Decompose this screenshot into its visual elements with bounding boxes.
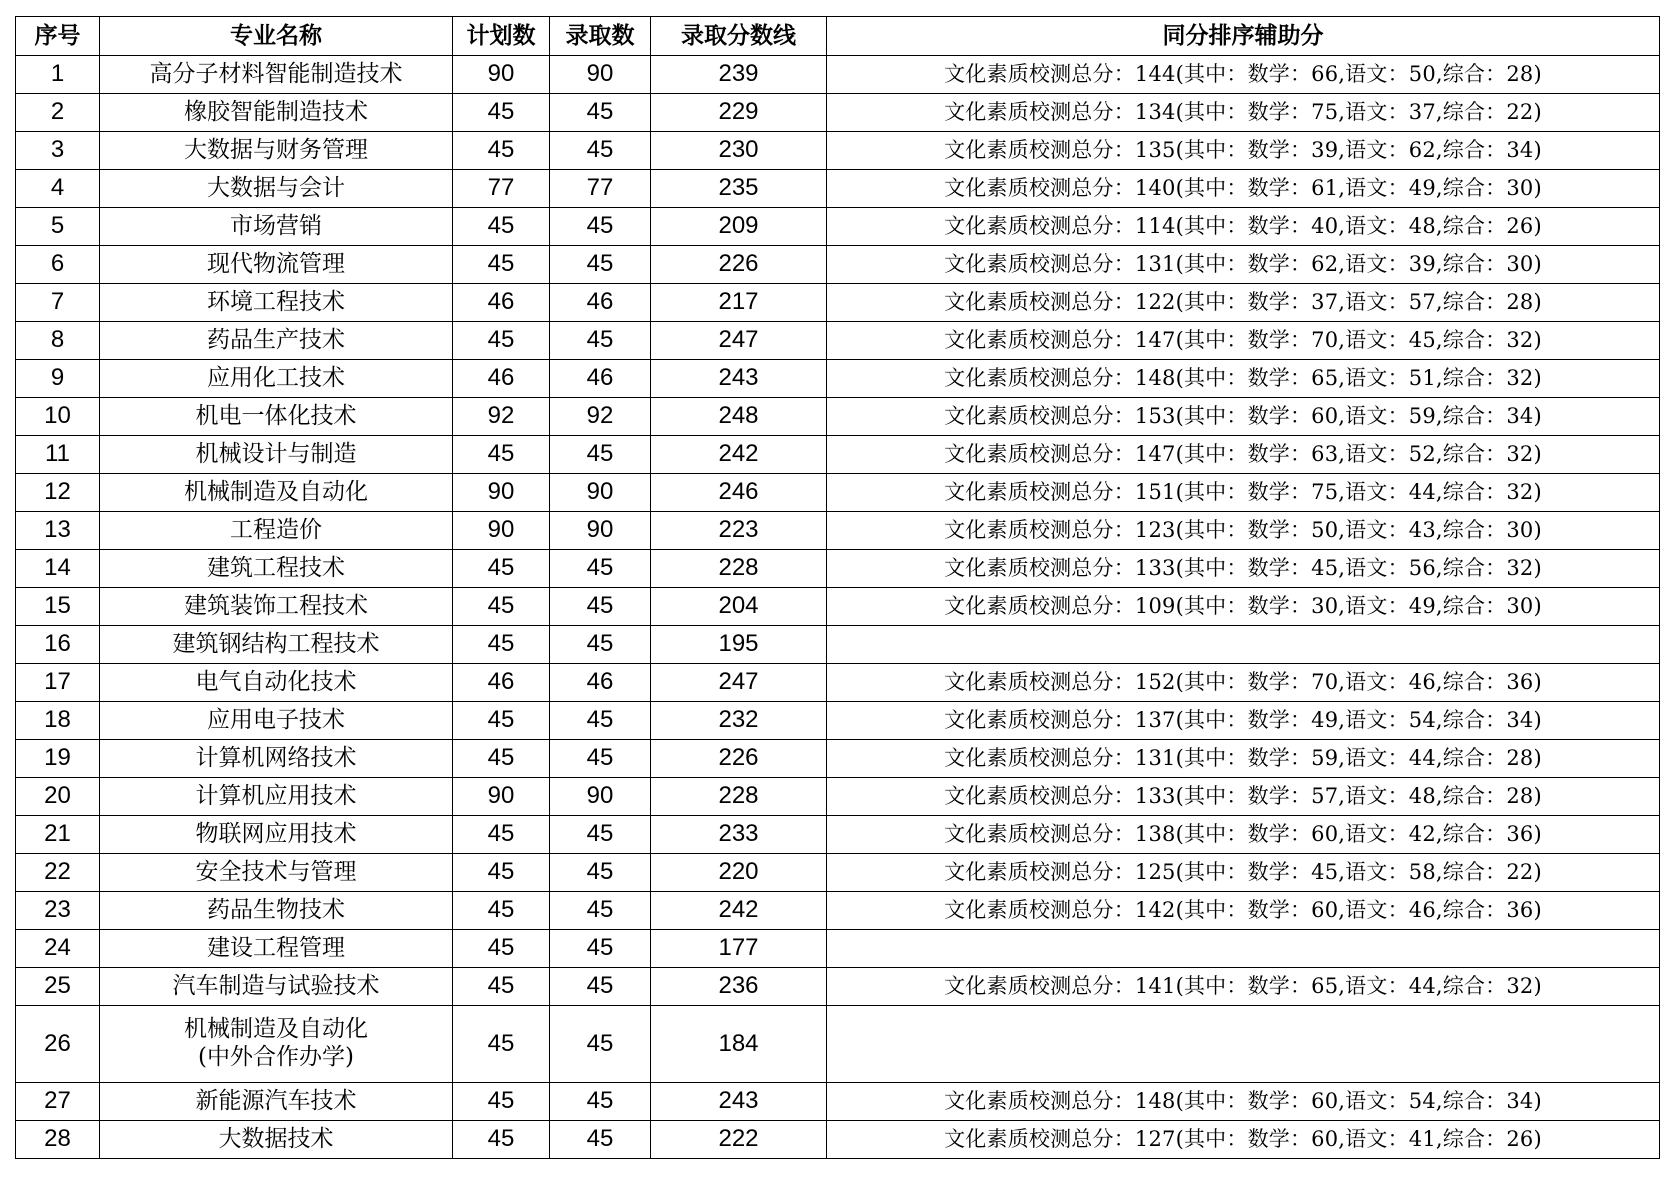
table-body (16, 56, 1660, 1159)
cutoff-score: 243 (651, 360, 827, 398)
cutoff-score: 204 (651, 588, 827, 626)
row-index: 1 (16, 56, 100, 94)
table-row (16, 170, 1660, 208)
table-row (16, 474, 1660, 512)
plan-count: 45 (453, 208, 550, 246)
admitted-count: 46 (550, 664, 651, 702)
table-row (16, 740, 1660, 778)
row-index: 11 (16, 436, 100, 474)
plan-count: 45 (453, 1006, 550, 1083)
row-index: 24 (16, 930, 100, 968)
row-index: 15 (16, 588, 100, 626)
major-name-line: 应用电子技术 (207, 706, 345, 733)
cutoff-score: 233 (651, 816, 827, 854)
row-index: 14 (16, 550, 100, 588)
tiebreak-score: 文化素质校测总分：138(其中：数学：60,语文：42,综合：36) (827, 816, 1660, 854)
major-name (100, 892, 453, 930)
row-index: 12 (16, 474, 100, 512)
major-name-line: 橡胶智能制造技术 (184, 98, 368, 125)
tiebreak-score: 文化素质校测总分：114(其中：数学：40,语文：48,综合：26) (827, 208, 1660, 246)
table-row (16, 322, 1660, 360)
row-index: 2 (16, 94, 100, 132)
cutoff-score: 229 (651, 94, 827, 132)
table-row (16, 1121, 1660, 1159)
table-row (16, 436, 1660, 474)
header-tiebreak: 同分排序辅助分 (827, 17, 1660, 56)
cutoff-score: 248 (651, 398, 827, 436)
admitted-count: 45 (550, 1006, 651, 1083)
plan-count: 46 (453, 360, 550, 398)
table-row (16, 284, 1660, 322)
tiebreak-score: 文化素质校测总分：122(其中：数学：37,语文：57,综合：28) (827, 284, 1660, 322)
row-index: 4 (16, 170, 100, 208)
major-name-line: 机械制造及自动化 (184, 1016, 368, 1043)
cutoff-score: 242 (651, 892, 827, 930)
cutoff-score: 246 (651, 474, 827, 512)
major-name-line: 计算机网络技术 (195, 744, 357, 771)
row-index: 3 (16, 132, 100, 170)
cutoff-score: 236 (651, 968, 827, 1006)
cutoff-score: 235 (651, 170, 827, 208)
admission-score-table (15, 16, 1660, 1159)
major-name-line: 机械制造及自动化 (184, 478, 368, 505)
major-name-line: 电气自动化技术 (195, 668, 357, 695)
major-name-line: 计算机应用技术 (195, 782, 357, 809)
admitted-count: 45 (550, 930, 651, 968)
major-name-line: 工程造价 (230, 516, 322, 543)
major-name (100, 398, 453, 436)
admitted-count: 90 (550, 778, 651, 816)
plan-count: 45 (453, 588, 550, 626)
tiebreak-score: 文化素质校测总分：135(其中：数学：39,语文：62,综合：34) (827, 132, 1660, 170)
row-index: 13 (16, 512, 100, 550)
plan-count: 90 (453, 474, 550, 512)
tiebreak-score: 文化素质校测总分：142(其中：数学：60,语文：46,综合：36) (827, 892, 1660, 930)
cutoff-score: 230 (651, 132, 827, 170)
major-name-line: 建筑装饰工程技术 (184, 592, 368, 619)
admitted-count: 45 (550, 740, 651, 778)
row-index: 28 (16, 1121, 100, 1159)
major-name-line: 机电一体化技术 (195, 402, 357, 429)
row-index: 23 (16, 892, 100, 930)
table-row (16, 626, 1660, 664)
major-name-line: 药品生物技术 (207, 896, 345, 923)
admitted-count: 45 (550, 892, 651, 930)
plan-count: 45 (453, 930, 550, 968)
admitted-count: 45 (550, 968, 651, 1006)
header-major: 专业名称 (100, 17, 453, 56)
admitted-count: 46 (550, 284, 651, 322)
major-name (100, 854, 453, 892)
admitted-count: 45 (550, 588, 651, 626)
header-row (16, 17, 1660, 56)
row-index: 20 (16, 778, 100, 816)
plan-count: 45 (453, 322, 550, 360)
major-name (100, 1121, 453, 1159)
row-index: 27 (16, 1083, 100, 1121)
cutoff-score: 228 (651, 778, 827, 816)
major-name (100, 246, 453, 284)
admitted-count: 45 (550, 1083, 651, 1121)
table-row (16, 132, 1660, 170)
major-name-line: 药品生产技术 (207, 326, 345, 353)
cutoff-score: 222 (651, 1121, 827, 1159)
admitted-count: 45 (550, 626, 651, 664)
cutoff-score: 239 (651, 56, 827, 94)
plan-count: 45 (453, 550, 550, 588)
major-name (100, 816, 453, 854)
admitted-count: 90 (550, 56, 651, 94)
row-index: 9 (16, 360, 100, 398)
major-name-line: 建筑工程技术 (207, 554, 345, 581)
cutoff-score: 228 (651, 550, 827, 588)
table-row (16, 208, 1660, 246)
cutoff-score: 226 (651, 246, 827, 284)
tiebreak-score: 文化素质校测总分：131(其中：数学：59,语文：44,综合：28) (827, 740, 1660, 778)
tiebreak-score: 文化素质校测总分：137(其中：数学：49,语文：54,综合：34) (827, 702, 1660, 740)
admitted-count: 45 (550, 550, 651, 588)
tiebreak-score: 文化素质校测总分：151(其中：数学：75,语文：44,综合：32) (827, 474, 1660, 512)
admitted-count: 92 (550, 398, 651, 436)
tiebreak-score: 文化素质校测总分：131(其中：数学：62,语文：39,综合：30) (827, 246, 1660, 284)
table-row (16, 968, 1660, 1006)
plan-count: 45 (453, 892, 550, 930)
table-row (16, 854, 1660, 892)
cutoff-score: 220 (651, 854, 827, 892)
tiebreak-score: 文化素质校测总分：125(其中：数学：45,语文：58,综合：22) (827, 854, 1660, 892)
admitted-count: 77 (550, 170, 651, 208)
major-name-line: 大数据技术 (218, 1125, 334, 1152)
major-name-line: 机械设计与制造 (195, 440, 357, 467)
plan-count: 45 (453, 132, 550, 170)
header-plan: 计划数 (453, 17, 550, 56)
major-name-line: 大数据与财务管理 (184, 136, 368, 163)
plan-count: 46 (453, 664, 550, 702)
tiebreak-score: 文化素质校测总分：148(其中：数学：60,语文：54,综合：34) (827, 1083, 1660, 1121)
major-name (100, 56, 453, 94)
major-name (100, 322, 453, 360)
major-name (100, 94, 453, 132)
row-index: 16 (16, 626, 100, 664)
table-row (16, 56, 1660, 94)
row-index: 10 (16, 398, 100, 436)
plan-count: 45 (453, 968, 550, 1006)
plan-count: 90 (453, 56, 550, 94)
admitted-count: 45 (550, 94, 651, 132)
table-row (16, 1083, 1660, 1121)
major-name (100, 930, 453, 968)
admitted-count: 45 (550, 854, 651, 892)
plan-count: 46 (453, 284, 550, 322)
row-index: 18 (16, 702, 100, 740)
header-index: 序号 (16, 17, 100, 56)
plan-count: 92 (453, 398, 550, 436)
header-admitted: 录取数 (550, 17, 651, 56)
major-name (100, 1006, 453, 1083)
table-row (16, 398, 1660, 436)
major-name (100, 626, 453, 664)
major-name (100, 436, 453, 474)
tiebreak-score: 文化素质校测总分：147(其中：数学：70,语文：45,综合：32) (827, 322, 1660, 360)
major-name (100, 512, 453, 550)
table-header (16, 17, 1660, 56)
table-row (16, 94, 1660, 132)
major-name-line: 高分子材料智能制造技术 (149, 60, 403, 87)
admitted-count: 45 (550, 702, 651, 740)
table-row (16, 246, 1660, 284)
cutoff-score: 232 (651, 702, 827, 740)
major-name-line: 建筑钢结构工程技术 (172, 630, 380, 657)
cutoff-score: 226 (651, 740, 827, 778)
tiebreak-score: 文化素质校测总分：147(其中：数学：63,语文：52,综合：32) (827, 436, 1660, 474)
major-name-line: 环境工程技术 (207, 288, 345, 315)
admitted-count: 45 (550, 322, 651, 360)
table-row (16, 702, 1660, 740)
plan-count: 45 (453, 816, 550, 854)
major-name (100, 1083, 453, 1121)
tiebreak-score: 文化素质校测总分：109(其中：数学：30,语文：49,综合：30) (827, 588, 1660, 626)
row-index: 17 (16, 664, 100, 702)
table-row (16, 550, 1660, 588)
cutoff-score: 184 (651, 1006, 827, 1083)
major-name (100, 474, 453, 512)
major-name (100, 740, 453, 778)
plan-count: 77 (453, 170, 550, 208)
table-row (16, 930, 1660, 968)
major-name (100, 778, 453, 816)
table-row (16, 664, 1660, 702)
major-name-line: 汽车制造与试验技术 (172, 972, 380, 999)
admitted-count: 90 (550, 512, 651, 550)
major-name-line: 安全技术与管理 (195, 858, 357, 885)
cutoff-score: 223 (651, 512, 827, 550)
table-row (16, 778, 1660, 816)
tiebreak-score: 文化素质校测总分：141(其中：数学：65,语文：44,综合：32) (827, 968, 1660, 1006)
plan-count: 45 (453, 740, 550, 778)
row-index: 6 (16, 246, 100, 284)
plan-count: 90 (453, 512, 550, 550)
major-name (100, 588, 453, 626)
admitted-count: 90 (550, 474, 651, 512)
tiebreak-score (827, 626, 1660, 664)
plan-count: 45 (453, 1083, 550, 1121)
admitted-count: 46 (550, 360, 651, 398)
table-row (16, 892, 1660, 930)
admitted-count: 45 (550, 816, 651, 854)
table-row (16, 588, 1660, 626)
tiebreak-score: 文化素质校测总分：133(其中：数学：57,语文：48,综合：28) (827, 778, 1660, 816)
cutoff-score: 247 (651, 322, 827, 360)
plan-count: 90 (453, 778, 550, 816)
major-name-line: 物联网应用技术 (195, 820, 357, 847)
row-index: 7 (16, 284, 100, 322)
row-index: 21 (16, 816, 100, 854)
row-index: 26 (16, 1006, 100, 1083)
major-name (100, 170, 453, 208)
plan-count: 45 (453, 94, 550, 132)
row-index: 19 (16, 740, 100, 778)
major-name (100, 284, 453, 322)
tiebreak-score: 文化素质校测总分：148(其中：数学：65,语文：51,综合：32) (827, 360, 1660, 398)
major-name-line: 应用化工技术 (207, 364, 345, 391)
major-name (100, 968, 453, 1006)
table-row (16, 360, 1660, 398)
tiebreak-score (827, 1006, 1660, 1083)
cutoff-score: 242 (651, 436, 827, 474)
row-index: 22 (16, 854, 100, 892)
plan-count: 45 (453, 854, 550, 892)
major-name-line: 现代物流管理 (207, 250, 345, 277)
admitted-count: 45 (550, 132, 651, 170)
major-name (100, 208, 453, 246)
major-name-line: 建设工程管理 (207, 934, 345, 961)
admitted-count: 45 (550, 436, 651, 474)
admitted-count: 45 (550, 208, 651, 246)
major-name (100, 664, 453, 702)
row-index: 5 (16, 208, 100, 246)
tiebreak-score: 文化素质校测总分：140(其中：数学：61,语文：49,综合：30) (827, 170, 1660, 208)
cutoff-score: 177 (651, 930, 827, 968)
major-name-line: 新能源汽车技术 (195, 1087, 357, 1114)
major-name-line: 大数据与会计 (207, 174, 345, 201)
tiebreak-score: 文化素质校测总分：127(其中：数学：60,语文：41,综合：26) (827, 1121, 1660, 1159)
tiebreak-score (827, 930, 1660, 968)
tiebreak-score: 文化素质校测总分：134(其中：数学：75,语文：37,综合：22) (827, 94, 1660, 132)
cutoff-score: 209 (651, 208, 827, 246)
major-name (100, 550, 453, 588)
major-name-subline: (中外合作办学) (198, 1044, 354, 1070)
tiebreak-score: 文化素质校测总分：144(其中：数学：66,语文：50,综合：28) (827, 56, 1660, 94)
plan-count: 45 (453, 1121, 550, 1159)
table-row (16, 1006, 1660, 1083)
header-score: 录取分数线 (651, 17, 827, 56)
plan-count: 45 (453, 702, 550, 740)
table-row (16, 512, 1660, 550)
row-index: 25 (16, 968, 100, 1006)
plan-count: 45 (453, 626, 550, 664)
cutoff-score: 247 (651, 664, 827, 702)
tiebreak-score: 文化素质校测总分：153(其中：数学：60,语文：59,综合：34) (827, 398, 1660, 436)
major-name (100, 702, 453, 740)
major-name-line: 市场营销 (230, 212, 322, 239)
tiebreak-score: 文化素质校测总分：123(其中：数学：50,语文：43,综合：30) (827, 512, 1660, 550)
tiebreak-score: 文化素质校测总分：152(其中：数学：70,语文：46,综合：36) (827, 664, 1660, 702)
major-name (100, 360, 453, 398)
admitted-count: 45 (550, 246, 651, 284)
tiebreak-score: 文化素质校测总分：133(其中：数学：45,语文：56,综合：32) (827, 550, 1660, 588)
cutoff-score: 217 (651, 284, 827, 322)
plan-count: 45 (453, 436, 550, 474)
major-name (100, 132, 453, 170)
admitted-count: 45 (550, 1121, 651, 1159)
cutoff-score: 195 (651, 626, 827, 664)
table-row (16, 816, 1660, 854)
plan-count: 45 (453, 246, 550, 284)
cutoff-score: 243 (651, 1083, 827, 1121)
row-index: 8 (16, 322, 100, 360)
